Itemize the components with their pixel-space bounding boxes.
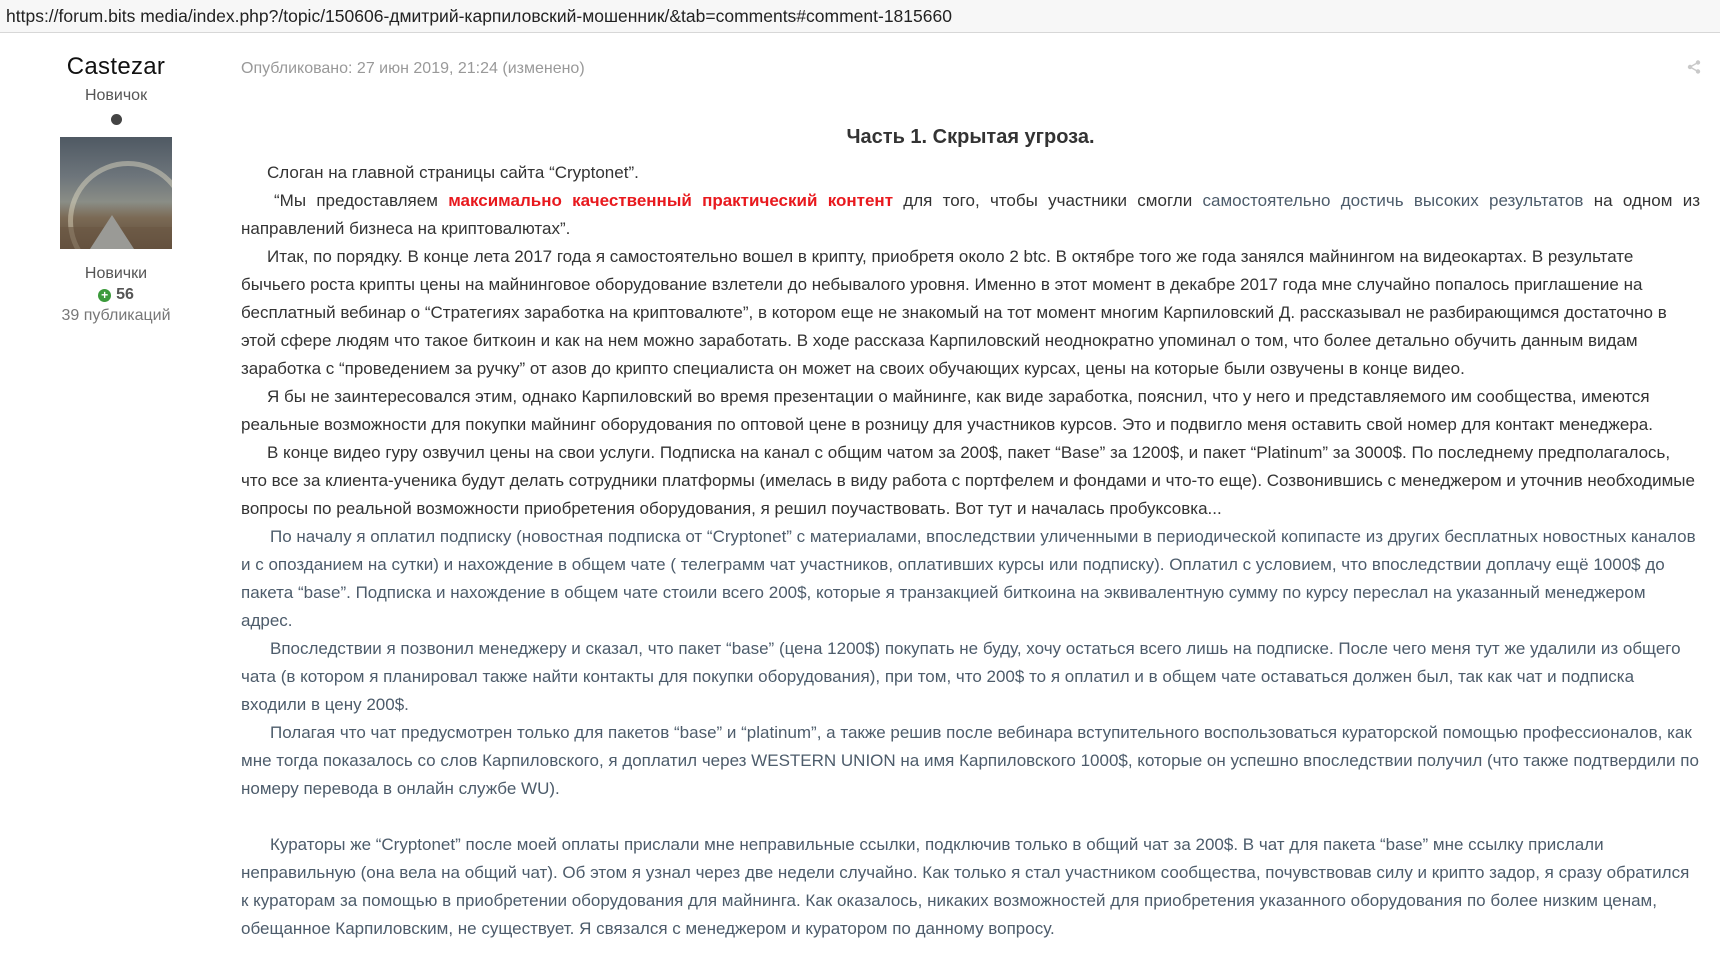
author-panel xyxy=(0,33,232,325)
slogan-soft: самостоятельно достичь высоких результатов xyxy=(1202,191,1584,210)
paragraph: Итак, по порядку. В конце лета 2017 года я самостоятельно вошел в крипту, приобретя около 2 btc. В октябре того же года занялся майнингом на видеокартах. В результате бычьего роста крипты цены на майнинговое оборудование взлетели до небывалого уровня. Именно в этот момент в декабре 2017 года мне случайно попалось приглашение на бесплатный вебинар о “Стратегиях заработка на криптовалюте”, в котором еще не знакомый на тот момент многим Карпиловский Д. рассказывал не разбирающимся достаточно в этой сфере людям что такое биткоин и как на нем можно заработать. В ходе рассказа Карпиловский неоднократно упоминал о том, что более детально обучить данным видам заработка с “проведением за ручку” от азов до крипто специалиста он может на своих обучающих курсах, цены на которые были озвучены в конце видео. xyxy=(241,247,1667,378)
post-meta: Опубликовано: 27 июн 2019, 21:24 (изменено) xyxy=(241,60,585,77)
author-rank: Новичок xyxy=(84,87,148,104)
forum-post xyxy=(0,33,1720,979)
post-content xyxy=(241,33,1700,943)
slogan-end: на одном из направлений бизнеса на криптовалютах”. xyxy=(241,191,1700,238)
author-reputation xyxy=(0,286,232,304)
paragraph: В конце видео гуру озвучил цены на свои услуги. Подписка на канал с общим чатом за 200$, пакет “Base” за 1200$, и пакет “Platinum” за 3000$. По последнему предполагалось, что все за клиента-ученика будут делать сотрудники платформы (имелась в виду работа с портфелем и фондами и что-то еще). Созвонившись с менеджером и уточнив необходимые вопросы по реальной возможности приобретения оборудования, я решил поучаствовать. Вот тут и началась пробуксовка... xyxy=(241,443,1695,518)
address-bar[interactable] xyxy=(0,0,1720,33)
paragraph: Впоследствии я позвонил менеджеру и сказал, что пакет “base” (цена 1200$) покупать не буду, хочу остаться всего лишь на подписке. После чего меня тут же удалили из общего чата (в котором я планировал также найти контакты для покупки оборудования), при том, что 200$ то я оплатил и в общем чате оставаться должен был, так как чат и подписка входили в цену 200$. xyxy=(241,639,1681,714)
author-post-count: 39 публикаций xyxy=(61,307,171,324)
slogan-middle: для того, чтобы участники смогли xyxy=(893,191,1203,210)
share-icon[interactable] xyxy=(1686,59,1702,75)
plus-circle-icon: + xyxy=(98,289,111,302)
paragraph: По началу я оплатил подписку (новостная подписка от “Cryptonet” с материалами, впоследствии уличенными в периодической копипасте из других бесплатных новостных каналов и с опозданием на сутки) и нахождение в общем чате ( телеграмм чат участников, оплативших курсы или подписку). Оплатил с условием, что впоследствии доплачу ещё 1000$ до пакета “base”. Подписка и нахождение в общем чате стоили всего 200$, которые я транзакцией биткоина на эквивалентную сумму по курсу переслал на указанный менеджером адрес. xyxy=(241,527,1696,630)
avatar[interactable] xyxy=(60,137,172,249)
author-group: Новички xyxy=(84,265,148,282)
online-status-icon xyxy=(111,114,122,125)
paragraph-slogan xyxy=(241,187,1700,243)
slogan-highlight: максимально качественный практический контент xyxy=(448,191,894,210)
paragraph: Кураторы же “Cryptonet” после моей оплаты прислали мне неправильные ссылки, подключив только в общий чат за 200$. В чат для пакета “base” мне ссылку прислали неправильную (она вела на общий чат). Об этом я узнал через две недели случайно. Как только я стал участником сообщества, почувствовав силу и крипто задор, я сразу обратился к кураторам за помощью в приобретении оборудования для майнинга. Как оказалось, никаких возможностей для приобретения указанного оборудования по более низким ценам, обещанное Карпиловским, не существует. Я связался с менеджером и куратором по данному вопросу. xyxy=(241,835,1690,938)
post-body xyxy=(241,159,1700,943)
paragraph: Слоган на главной страницы сайта “Cryptonet”. xyxy=(267,163,639,182)
road-shape xyxy=(90,215,134,249)
reputation-value: 56 xyxy=(116,286,134,303)
spacer xyxy=(241,803,1700,831)
paragraph: Я бы не заинтересовался этим, однако Карпиловский во время презентации о майнинге, как виде заработка, пояснил, что у него и представляемого им сообщества, имеются реальные возможности для покупки майнинг оборудования по оптовой цене в розницу для участников курсов. Это и подвигло меня оставить свой номер для контакт менеджера. xyxy=(241,387,1653,434)
paragraph: Полагая что чат предусмотрен только для пакетов “base” и “platinum”, а также решив после вебинара вступительного воспользоваться кураторской помощью профессионалов, как мне тогда показалось со слов Карпиловского, я доплатил через WESTERN UNION на имя Карпиловского 1000$, которые он успешно впоследствии получил (что также подтвердили по номеру перевода в онлайн службе WU). xyxy=(241,723,1699,798)
author-name[interactable]: Castezar xyxy=(66,53,166,80)
post-title: Часть 1. Скрытая угроза. xyxy=(846,126,1095,148)
slogan-start: “Мы предоставляем xyxy=(274,191,449,210)
url-text[interactable]: https://forum.bits media/index.php?/topic/150606-дмитрий-карпиловский-мошенник/&tab=comments#comment-1815660 xyxy=(6,5,952,26)
